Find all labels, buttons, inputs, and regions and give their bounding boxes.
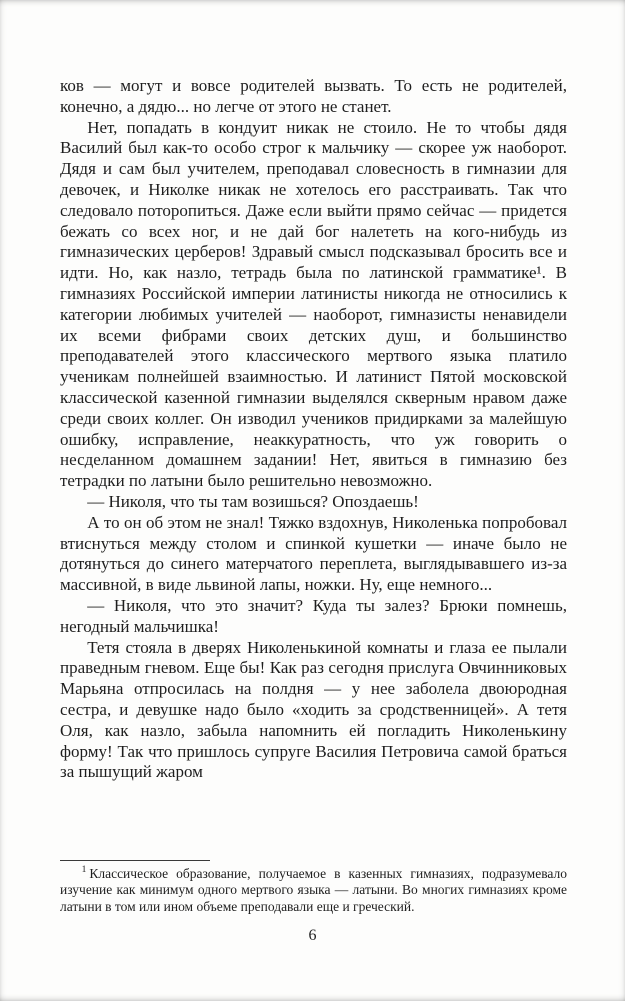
text-body: [60, 76, 567, 783]
body-paragraph: Тетя стояла в дверях Николенькиной комнаты и глаза ее пылали праведным гневом. Еще бы! Как раз сегодня прислуга Овчинниковых Марьяна отпросилась на полдня — у нее заболела двоюродная сестра, и девушке надо было «ходить за сродственницей». А тетя Оля, как назло, забыла напомнить ей погладить Николенькину форму! Так что пришлось супруге Василия Петровича самой браться за пышущий жаром: [60, 637, 567, 782]
footnote-divider: [60, 860, 210, 861]
footnote: [60, 866, 567, 915]
footnote-text: Классическое образование, получаемое в казенных гимназиях, подразумевало изучение как минимум одного мертвого языка — латыни. Во многих гимназиях кроме латыни в том или ином объеме преподавали еще и греческий.: [60, 865, 567, 914]
footnote-marker: 1: [81, 865, 87, 876]
page-number: 6: [308, 927, 317, 944]
body-paragraph: А то он об этом не знал! Тяжко вздохнув, Николенька попробовал втиснуться между столом и спинкой кушетки — иначе было не дотянуться до синего матерчатого переплета, выглядывавшего из-за массивной, в виде львиной лапы, ножки. Ну, еще немного...: [60, 512, 567, 595]
body-paragraph: ков — могут и вовсе родителей вызвать. То есть не родителей, конечно, а дядю... но легче от этого не станет.: [60, 76, 567, 116]
body-paragraph: — Николя, что ты там возишься? Опоздаешь!: [87, 491, 419, 511]
body-paragraph: Нет, попадать в кондуит никак не стоило. Не то чтобы дядя Василий был как-то особо строг к мальчику — скорее уж наоборот. Дядя и сам был учителем, преподавал словесность в гимназии для девочек, и Николке никак не хотелось его расстраивать. Так что следовало поторопиться. Даже если выйти прямо сейчас — придется бежать со всех ног, и не дай бог налететь на кого-нибудь из гимназических церберов! Здравый смысл подсказывал бросить все и идти. Но, как назло, тетрадь была по латинской грамматике¹. В гимназиях Российской империи латинисты никогда не относились к категории любимых учителей — наоборот, гимназисты ненавидели их всеми фибрами своих детских душ, и большинство преподавателей этого классического мертвого языка платило ученикам полнейшей взаимностью. И латинист Пятой московской классической казенной гимназии выделялся скверным нравом даже среди своих коллег. Он изводил учеников придирками за малейшую ошибку, исправление, неаккуратность, что уж говорить о несделанном домашнем задании! Нет, явиться в гимназию без тетрадки по латыни было решительно невозможно.: [60, 117, 567, 491]
body-paragraph: — Николя, что это значит? Куда ты залез? Брюки помнешь, негодный мальчишка!: [60, 595, 567, 636]
footnote-area: [60, 860, 567, 915]
